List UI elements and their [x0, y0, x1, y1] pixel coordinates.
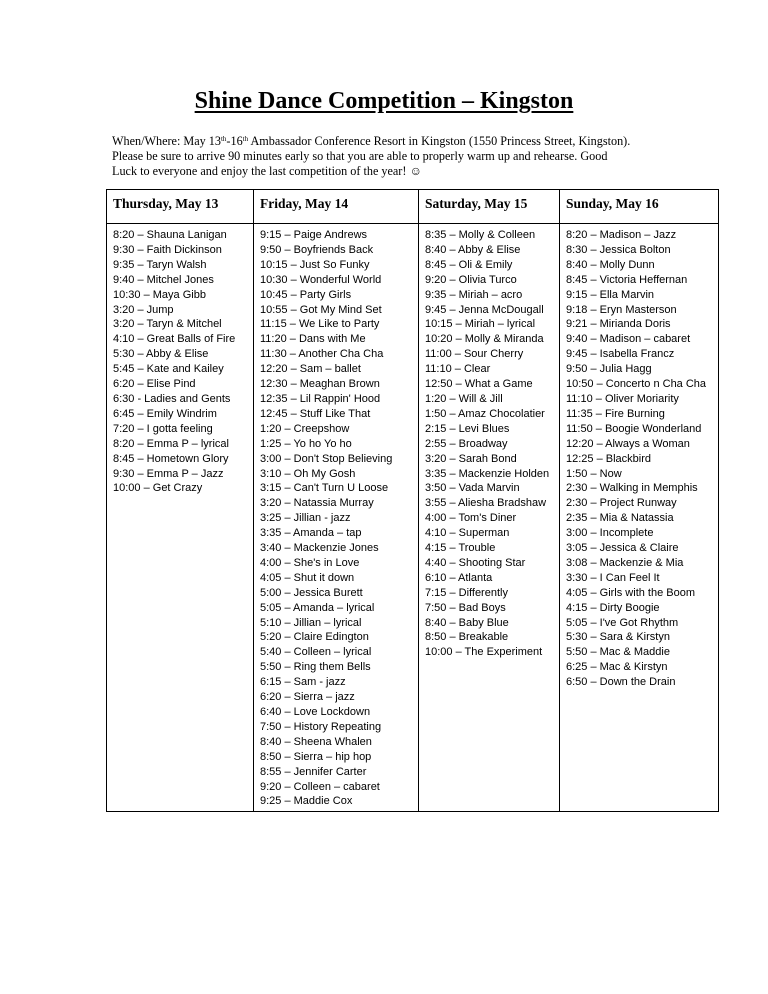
schedule-entry: 9:21 – Mirianda Doris — [566, 318, 671, 331]
schedule-entry: 10:45 – Party Girls — [260, 288, 352, 301]
schedule-entry: 9:35 – Taryn Walsh — [113, 258, 207, 271]
schedule-entry: 11:10 – Oliver Moriarity — [566, 392, 679, 405]
schedule-entry: 10:50 – Concerto n Cha Cha — [566, 378, 707, 391]
schedule-entry: 2:55 – Broadway — [425, 437, 508, 450]
schedule-entry: 3:20 – Sarah Bond — [425, 452, 517, 465]
schedule-entry: 7:50 – History Repeating — [260, 720, 382, 733]
schedule-body-row — [107, 224, 719, 812]
schedule-entry: 8:40 – Molly Dunn — [566, 258, 655, 271]
schedule-entry: 8:45 – Hometown Glory — [113, 452, 229, 465]
schedule-entry: 3:20 – Natassia Murray — [260, 497, 374, 510]
schedule-entry: 11:35 – Fire Burning — [566, 407, 665, 420]
intro-sup-2: th — [242, 135, 249, 143]
schedule-entry: 4:15 – Trouble — [425, 542, 496, 555]
schedule-entry: 8:45 – Oli & Emily — [425, 258, 513, 271]
schedule-entry: 8:20 – Shauna Lanigan — [113, 229, 227, 241]
schedule-entry: 4:00 – She's in Love — [260, 556, 360, 569]
schedule-entry: 8:40 – Baby Blue — [425, 616, 509, 629]
schedule-entry: 3:08 – Mackenzie & Mia — [566, 556, 684, 569]
schedule-entry: 5:40 – Colleen – lyrical — [260, 646, 372, 659]
schedule-entry: 6:15 – Sam - jazz — [260, 676, 346, 689]
schedule-entry: 2:30 – Walking in Memphis — [566, 482, 698, 495]
schedule-entry: 5:50 – Mac & Maddie — [566, 646, 670, 659]
schedule-entry: 11:30 – Another Cha Cha — [260, 348, 384, 361]
schedule-entry: 12:35 – Lil Rappin' Hood — [260, 392, 381, 405]
intro-when-mid: -16 — [226, 134, 243, 148]
schedule-entry: 3:05 – Jessica & Claire — [566, 542, 679, 555]
schedule-entry: 6:50 – Down the Drain — [566, 676, 676, 689]
schedule-entry: 5:30 – Abby & Elise — [113, 348, 209, 361]
schedule-entry: 9:50 – Boyfriends Back — [260, 243, 374, 256]
schedule-entry: 10:00 – The Experiment — [425, 646, 543, 659]
schedule-entry: 3:00 – Incomplete — [566, 527, 654, 540]
schedule-entry: 4:00 – Tom's Diner — [425, 512, 517, 525]
schedule-entry: 6:30 - Ladies and Gents — [113, 392, 231, 405]
intro-line-when-where — [112, 134, 672, 149]
schedule-entry: 7:50 – Bad Boys — [425, 601, 506, 614]
schedule-entry: 10:20 – Molly & Miranda — [425, 333, 544, 346]
schedule-entry: 3:35 – Mackenzie Holden — [425, 467, 550, 480]
schedule-entry: 11:50 – Boogie Wonderland — [566, 422, 702, 435]
page-title: Shine Dance Competition – Kingston — [194, 88, 574, 114]
schedule-entry: 10:15 – Miriah – lyrical — [425, 318, 536, 331]
schedule-entry: 3:30 – I Can Feel It — [566, 571, 660, 584]
schedule-entry: 1:20 – Will & Jill — [425, 392, 503, 405]
schedule-entry: 1:25 – Yo ho Yo ho — [260, 437, 352, 450]
day-heading-friday: Friday, May 14 — [254, 190, 419, 224]
schedule-entry: 8:50 – Breakable — [425, 631, 509, 644]
intro-when-suffix: Ambassador Conference Resort in Kingston (1550 Princess Street, Kingston). — [248, 134, 631, 148]
schedule-entry: 4:15 – Dirty Boogie — [566, 601, 660, 614]
schedule-entry: 11:10 – Clear — [425, 363, 491, 376]
schedule-entry: 10:15 – Just So Funky — [260, 258, 370, 271]
intro-line-luck: Luck to everyone and enjoy the last competition of the year! ☺ — [112, 164, 422, 178]
schedule-entry: 3:10 – Oh My Gosh — [260, 467, 356, 480]
schedule-entry: 9:45 – Isabella Francz — [566, 348, 675, 361]
schedule-entry: 5:50 – Ring them Bells — [260, 661, 371, 674]
schedule-entry: 8:40 – Abby & Elise — [425, 243, 521, 256]
schedule-entry: 8:20 – Madison – Jazz — [566, 229, 677, 241]
schedule-entry: 3:25 – Jillian - jazz — [260, 512, 351, 525]
schedule-entry: 12:30 – Meaghan Brown — [260, 378, 380, 391]
schedule-entry: 2:35 – Mia & Natassia — [566, 512, 674, 525]
schedule-entry: 4:10 – Superman — [425, 527, 510, 540]
schedule-entry: 5:30 – Sara & Kirstyn — [566, 631, 670, 644]
schedule-entry: 6:25 – Mac & Kirstyn — [566, 661, 668, 674]
schedule-entry: 4:40 – Shooting Star — [425, 556, 526, 569]
schedule-entry: 6:10 – Atlanta — [425, 571, 493, 584]
intro-paragraph — [112, 134, 672, 179]
schedule-entry: 11:00 – Sour Cherry — [425, 348, 524, 361]
intro-line-arrive: Please be sure to arrive 90 minutes early so that you are able to properly warm up and rehearse. Good — [112, 149, 608, 163]
schedule-entry: 1:20 – Creepshow — [260, 422, 350, 435]
schedule-entry: 4:05 – Girls with the Boom — [566, 586, 696, 599]
schedule-entry: 3:20 – Taryn & Mitchel — [113, 318, 222, 331]
schedule-entry: 2:15 – Levi Blues — [425, 422, 510, 435]
schedule-entry: 11:20 – Dans with Me — [260, 333, 366, 346]
schedule-entry: 3:00 – Don't Stop Believing — [260, 452, 393, 465]
schedule-entry: 9:18 – Eryn Masterson — [566, 303, 677, 316]
schedule-entry: 9:35 – Miriah – acro — [425, 288, 523, 301]
schedule-entry: 12:20 – Always a Woman — [566, 437, 690, 450]
schedule-entry: 11:15 – We Like to Party — [260, 318, 380, 331]
schedule-entry: 9:20 – Colleen – cabaret — [260, 780, 380, 793]
schedule-entry: 8:20 – Emma P – lyrical — [113, 437, 229, 450]
schedule-entry: 9:15 – Ella Marvin — [566, 288, 655, 301]
schedule-entry: 3:35 – Amanda – tap — [260, 527, 362, 540]
schedule-entry: 8:45 – Victoria Heffernan — [566, 273, 688, 286]
schedule-entry: 9:20 – Olivia Turco — [425, 273, 517, 286]
schedule-header-row — [107, 190, 719, 224]
schedule-entry: 10:30 – Wonderful World — [260, 273, 382, 286]
schedule-entry: 1:50 – Now — [566, 467, 622, 480]
schedule-entry: 4:10 – Great Balls of Fire — [113, 333, 236, 346]
schedule-entry: 10:30 – Maya Gibb — [113, 288, 206, 301]
schedule-entry: 5:00 – Jessica Burett — [260, 586, 363, 599]
schedule-entry: 5:05 – Amanda – lyrical — [260, 601, 375, 614]
schedule-entry: 9:45 – Jenna McDougall — [425, 303, 544, 316]
schedule-entry: 12:50 – What a Game — [425, 378, 533, 391]
schedule-entry: 6:45 – Emily Windrim — [113, 407, 217, 420]
schedule-entry: 6:20 – Sierra – jazz — [260, 691, 355, 704]
schedule-entry: 3:50 – Vada Marvin — [425, 482, 520, 495]
schedule-entry: 12:25 – Blackbird — [566, 452, 651, 465]
schedule-entry: 9:40 – Madison – cabaret — [566, 333, 691, 346]
schedule-entry: 10:55 – Got My Mind Set — [260, 303, 382, 316]
schedule-entry: 7:15 – Differently — [425, 586, 508, 599]
schedule-entry: 8:50 – Sierra – hip hop — [260, 750, 372, 763]
schedule-entry: 9:40 – Mitchel Jones — [113, 273, 214, 286]
schedule-entry: 5:20 – Claire Edington — [260, 631, 369, 644]
schedule-entry: 8:30 – Jessica Bolton — [566, 243, 671, 256]
schedule-entry: 9:25 – Maddie Cox — [260, 795, 353, 808]
schedule-entry: 6:20 – Elise Pind — [113, 378, 196, 391]
schedule-entry: 7:20 – I gotta feeling — [113, 422, 213, 435]
schedule-entry: 12:20 – Sam – ballet — [260, 363, 361, 376]
day-column-sunday — [560, 224, 719, 812]
schedule-entry: 9:15 – Paige Andrews — [260, 229, 368, 241]
schedule-entry: 8:40 – Sheena Whalen — [260, 735, 372, 748]
day-column-saturday — [419, 224, 560, 812]
schedule-entry: 9:30 – Faith Dickinson — [113, 243, 222, 256]
intro-when-prefix: When/Where: May 13 — [112, 134, 221, 148]
schedule-entry: 5:45 – Kate and Kailey — [113, 363, 224, 376]
schedule-entry: 12:45 – Stuff Like That — [260, 407, 371, 420]
schedule-table — [106, 189, 719, 812]
day-column-friday — [254, 224, 419, 812]
schedule-entry: 8:35 – Molly & Colleen — [425, 229, 536, 241]
schedule-entry: 9:50 – Julia Hagg — [566, 363, 652, 376]
schedule-entry: 8:55 – Jennifer Carter — [260, 765, 367, 778]
schedule-entry: 9:30 – Emma P – Jazz — [113, 467, 224, 480]
schedule-entry: 10:00 – Get Crazy — [113, 482, 203, 495]
schedule-entry: 4:05 – Shut it down — [260, 571, 355, 584]
day-heading-thursday: Thursday, May 13 — [107, 190, 254, 224]
schedule-entry: 5:10 – Jillian – lyrical — [260, 616, 362, 629]
schedule-entry: 3:55 – Aliesha Bradshaw — [425, 497, 547, 510]
day-heading-saturday: Saturday, May 15 — [419, 190, 560, 224]
schedule-entry: 1:50 – Amaz Chocolatier — [425, 407, 545, 420]
intro-sup-1: th — [220, 135, 227, 143]
day-heading-sunday: Sunday, May 16 — [560, 190, 719, 224]
schedule-entry: 3:40 – Mackenzie Jones — [260, 542, 379, 555]
schedule-entry: 2:30 – Project Runway — [566, 497, 677, 510]
schedule-entry: 3:20 – Jump — [113, 303, 174, 316]
schedule-entry: 6:40 – Love Lockdown — [260, 706, 371, 718]
schedule-entry: 3:15 – Can't Turn U Loose — [260, 482, 389, 495]
day-column-thursday — [107, 224, 254, 812]
schedule-entry: 5:05 – I've Got Rhythm — [566, 616, 679, 629]
